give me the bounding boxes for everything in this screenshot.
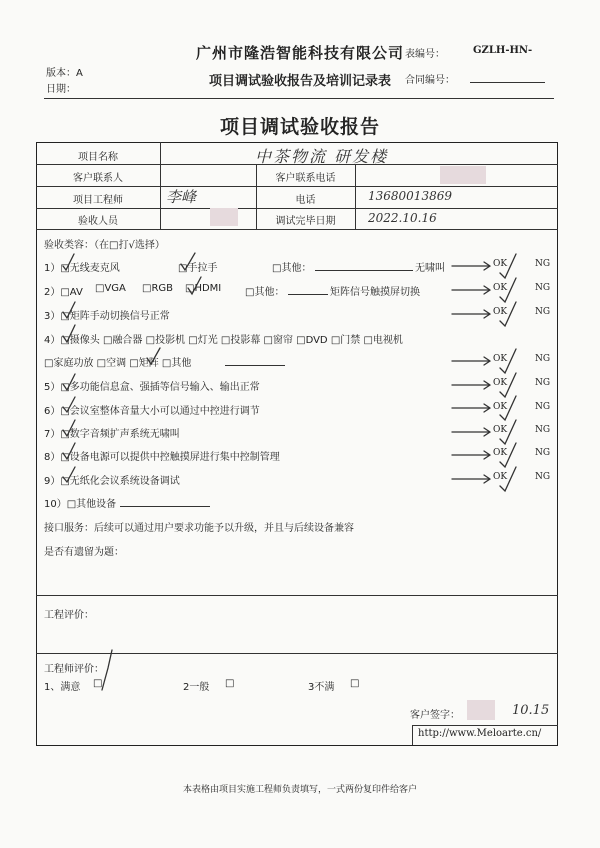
item-8-power: 8）□设备电源可以提供中控触摸屏进行集中控制管理: [44, 452, 280, 463]
arrow: [452, 475, 490, 483]
engineer-evaluation-label: 工程师评价：: [44, 664, 104, 675]
ok-label: OK: [493, 472, 508, 482]
form-number-label: 表编号：: [405, 49, 445, 60]
ok-label: OK: [493, 283, 508, 293]
project-evaluation-label: 工程评价：: [44, 610, 94, 621]
company-name: 广州市隆浩智能科技有限公司: [195, 44, 404, 62]
arrow: [452, 404, 490, 412]
document-title: 项目调试验收报告及培训记录表: [208, 74, 391, 89]
legacy-issues-label: 是否有遗留为题：: [44, 547, 124, 558]
ok-label: OK: [493, 378, 508, 388]
project-name-value: 中茶物流 研发楼: [255, 147, 389, 166]
item-1-wireless-mic: 1）□无线麦克风: [44, 263, 120, 274]
check-mark: [63, 467, 75, 482]
client-contact-label: 客户联系人: [73, 173, 123, 184]
section-divider: [36, 595, 558, 596]
ok-check: [500, 349, 516, 373]
ok-check: [500, 420, 516, 444]
ok-check: [500, 373, 516, 397]
item-1-other: □其他：: [272, 263, 312, 274]
check-mark: [63, 420, 75, 436]
section-divider: [36, 653, 558, 654]
finish-date-value: 2022.10.16: [368, 211, 437, 225]
interface-service: 接口服务：后续可以通过用户要求功能予以升级，并且与后续设备兼容: [44, 523, 354, 534]
item-9-paperless: 9）□无纸化会议系统设备调试: [44, 476, 180, 487]
item-4-devices-2: □家庭功放 □空调 □矩阵 □其他: [44, 358, 192, 369]
arrow: [452, 262, 490, 270]
customer-signature-label: 客户签字：: [410, 710, 460, 721]
ng-label: NG: [535, 472, 551, 482]
arrow: [452, 286, 490, 294]
website-url: http://www.Meloarte.cn/: [418, 728, 542, 739]
rating-satisfied-label: 1、满意: [44, 682, 81, 693]
signature-date: 10.15: [512, 703, 550, 718]
footer-note: 本表格由项目实施工程师负责填写，一式两份复印件给客户: [182, 785, 417, 795]
redacted-signature: [467, 700, 495, 720]
arrow: [452, 428, 490, 436]
arrow: [452, 310, 490, 318]
ok-label: OK: [493, 259, 508, 269]
item-1-handheld: □手拉手: [178, 263, 218, 274]
check-mark: [63, 254, 74, 270]
rating-unsatisfied-checkbox[interactable]: □: [350, 678, 360, 689]
phone-value: 13680013869: [368, 189, 452, 203]
ng-label: NG: [535, 425, 551, 435]
ok-check: [500, 396, 516, 420]
date-label: 日期：: [46, 84, 76, 95]
report-title: 项目调试验收报告: [219, 116, 380, 138]
ok-check: [500, 278, 516, 302]
arrow: [452, 381, 490, 389]
check-mark: [181, 253, 195, 270]
project-name-label: 项目名称: [78, 152, 118, 163]
item-10-other: 10）□其他设备: [44, 499, 117, 510]
form-number-value: GZLH-HN-: [473, 45, 533, 56]
ng-label: NG: [535, 307, 551, 317]
item-2-hdmi: □HDMI: [185, 283, 222, 294]
ng-label: NG: [535, 283, 551, 293]
engineer-label: 项目工程师: [73, 195, 123, 206]
arrow: [452, 451, 490, 459]
item-2-matrix-switch: 矩阵信号触摸屏切换: [330, 287, 420, 298]
item-5-info-box: 5）□多功能信息盒、强插等信号输入、输出正常: [44, 382, 260, 393]
contract-number-label: 合同编号：: [405, 75, 455, 86]
check-mark: [63, 397, 75, 412]
rating-average-label: 2一般: [183, 682, 210, 693]
version-label: 版本：A: [46, 68, 83, 79]
item-2-vga: □VGA: [95, 283, 126, 294]
item-7-audio: 7）□数字音频扩声系统无啸叫: [44, 429, 180, 440]
check-mark: [63, 374, 75, 390]
ok-label: OK: [493, 402, 508, 412]
engineer-value: 李峰: [166, 188, 197, 206]
check-mark: [188, 277, 201, 294]
ng-label: NG: [535, 402, 551, 412]
finish-date-label: 调试完毕日期: [275, 216, 336, 227]
ok-check: [500, 443, 516, 467]
ok-check: [500, 254, 516, 278]
check-mark: [63, 302, 75, 318]
check-mark: [63, 325, 75, 342]
item-2-other: □其他：: [245, 287, 285, 298]
item-2-av: 2）□AV: [44, 287, 83, 298]
ok-label: OK: [493, 425, 508, 435]
item-6-volume: 6）□会议室整体音量大小可以通过中控进行调节: [44, 406, 260, 417]
item-1-no-feedback: 无啸叫: [415, 263, 445, 274]
item-3-matrix-manual: 3）□矩阵手动切换信号正常: [44, 311, 170, 322]
item-2-rgb: □RGB: [142, 283, 174, 294]
check-mark: [147, 348, 160, 364]
rating-average-checkbox[interactable]: □: [225, 678, 235, 689]
ng-label: NG: [535, 354, 551, 364]
acceptor-label: 验收人员: [78, 216, 118, 227]
ok-label: OK: [493, 307, 508, 317]
ok-check: [500, 302, 516, 326]
phone-label: 电话: [295, 195, 316, 206]
rating-unsatisfied-label: 3不满: [308, 682, 335, 693]
item-4-devices: 4）□摄像头 □融合器 □投影机 □灯光 □投影幕 □窗帘 □DVD □门禁 □电视机: [44, 335, 403, 346]
rating-satisfied-checkbox[interactable]: □: [93, 678, 103, 689]
ok-check: [500, 467, 516, 491]
arrow: [452, 357, 490, 365]
ok-label: OK: [493, 354, 508, 364]
ok-label: OK: [493, 448, 508, 458]
ng-label: NG: [535, 448, 551, 458]
ng-label: NG: [535, 378, 551, 388]
check-mark: [63, 443, 75, 459]
checklist-intro: 验收类容：（在□打√选择）: [44, 240, 165, 251]
client-phone-label: 客户联系电话: [275, 173, 336, 184]
ng-label: NG: [535, 259, 551, 269]
